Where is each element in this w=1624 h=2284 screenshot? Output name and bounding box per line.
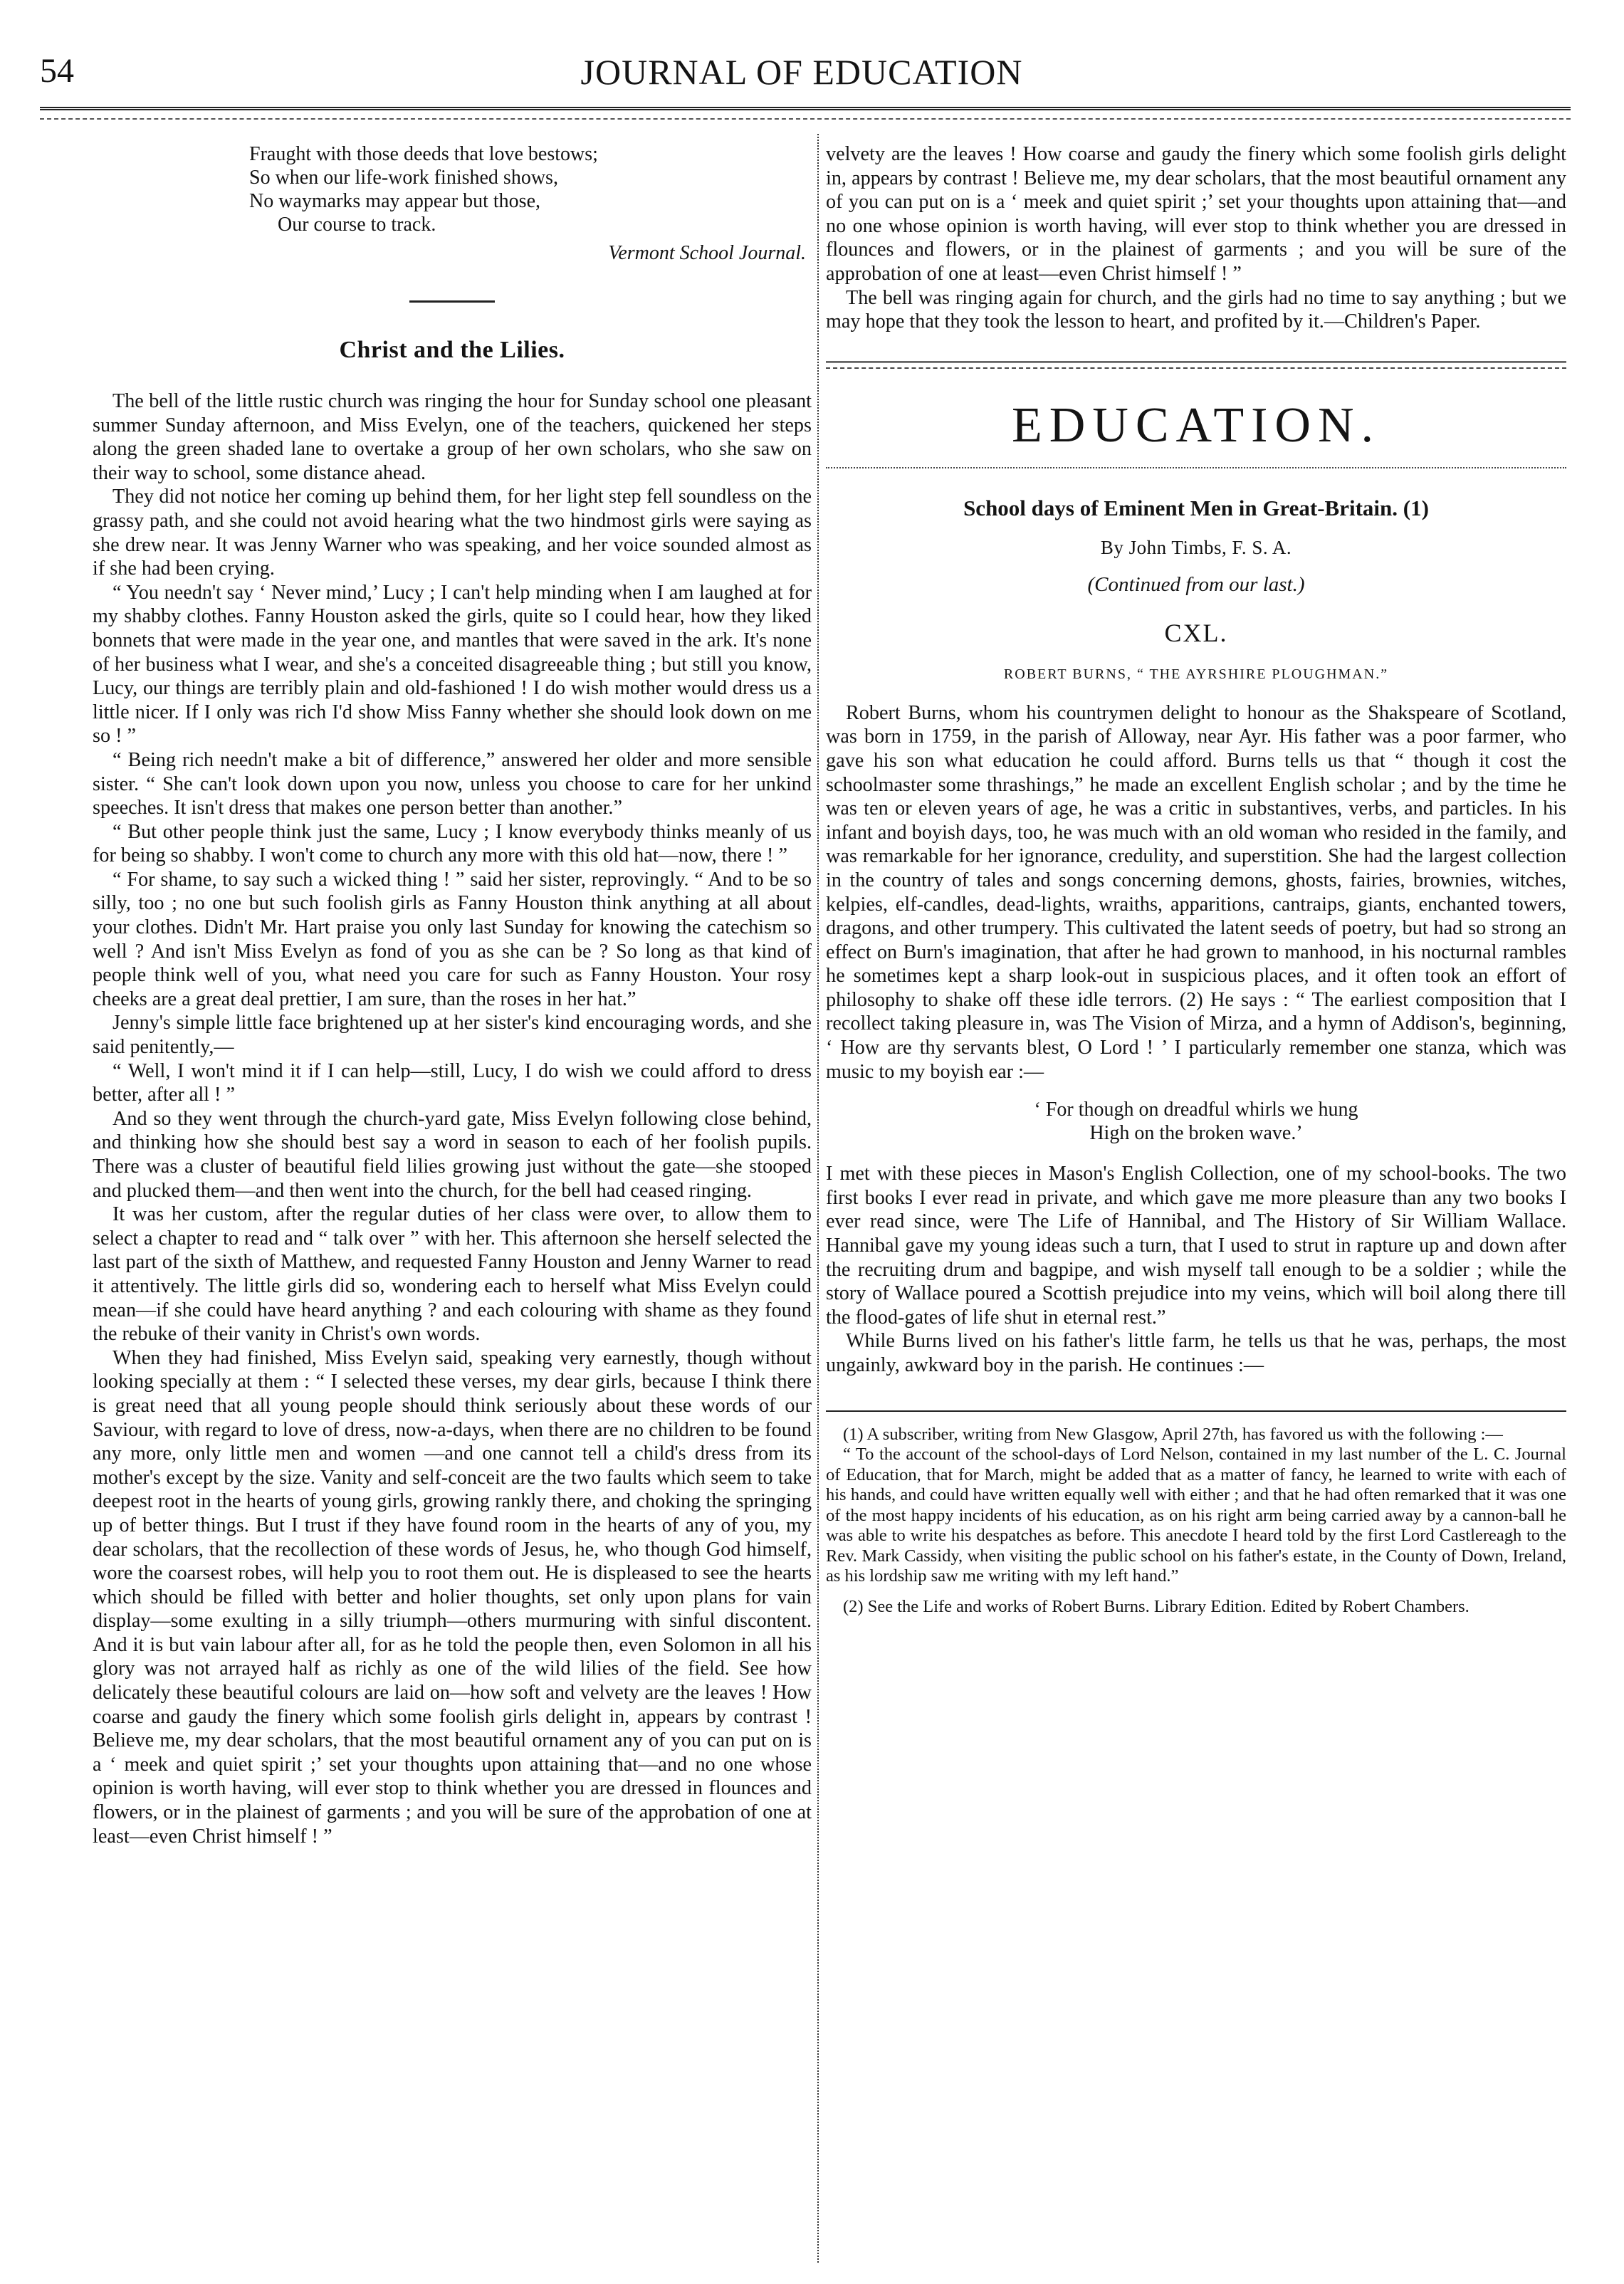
paragraph: When they had finished, Miss Evelyn said, speaking very earnestly, though without looking specially at them : “ I selected these verses, my dear girls, because I think there is great need that all young people should think seriously about these words of our Saviour, with regard to love of dress, now-a-days, when there are no children to be found any more, only little men and women —and one cannot tell a child's dress from its mother's except by the size. Vanity and self-conceit are the two faults which seem to take deepest root in the hearts of young girls, growing rankly there, and choking the springing up of better things. But I trust if they have found room in the hearts of any of you, my dear scholars, that the recollection of these words of Jesus, he, who though God himself, wore the coarsest robes, will help you to root them out. He is displeased to see the hearts which should be filled with better and holier thoughts, set only upon plans for vain display—some exulting in a silly triumph—others murmuring with sinful discontent. And it is but vain labour after all, for as he told the people then, even Solomon in all his glory was not arrayed half as richly as one of the wild lilies of the field. See how delicately these beautiful colours are laid on—how soft and velvety are the leaves ! How coarse and gaudy the finery which some foolish girls delight in, appears by contrast ! Believe me, my dear scholars, that the most beautiful ornament any of you can put on is a ‘ meek and quiet spirit ;’ set your thoughts upon attaining that—and no one whose opinion is worth having, will ever stop to think whether you are dressed in flounces and flowers, or in the plainest of garments ; and you will be sure of the approbation of one at least—even Christ himself ! ” <box>93 1346 812 1848</box>
page-header <box>40 51 1563 101</box>
poem-line: No waymarks may appear but those, <box>249 190 540 212</box>
paragraph: They did not notice her coming up behind them, for her light step fell soundless on the grassy path, and she could not avoid hearing what the two hindmost girls were saying as she drew near. It was Jenny Warner who was speaking, and her voice sounded almost as if she had been crying. <box>93 486 812 580</box>
left-column <box>93 142 812 2271</box>
byline: By John Timbs, F. S. A. <box>1100 536 1292 558</box>
short-rule <box>409 300 495 303</box>
paragraph: I met with these pieces in Mason's English Collection, one of my school-books. The two first books I ever read in private, and which gave me more pleasure than any two books I ever read since, were The Life of Hannibal, and The History of Sir William Wallace. Hannibal gave my young ideas such a turn, that I used to strut in rapture up and down after the recruiting drum and bagpipe, and wish myself tall enough to be a soldier ; while the story of Wallace poured a Scottish prejudice into my veins, which will boil along there till the flood-gates of life shut in eternal rest.” <box>826 1163 1566 1329</box>
section-title: EDUCATION. <box>1011 397 1381 453</box>
chapter-subhead: ROBERT BURNS, “ THE AYRSHIRE PLOUGHMAN.” <box>1003 666 1389 682</box>
poem-top <box>249 142 812 236</box>
footnote-rule <box>826 1410 1566 1412</box>
footnote: (1) A subscriber, writing from New Glasgow, April 27th, has favored us with the following :— <box>843 1424 1503 1444</box>
poem-line: Our course to track. <box>278 214 436 236</box>
paragraph: And so they went through the church-yard gate, Miss Evelyn following close behind, and thinking how she should best say a word in season to each of her foolish pupils. There was a cluster of beautiful field lilies growing just without the gate—she stooped and plucked them—and then went into the church, for the bell had ceased ringing. <box>93 1107 812 1202</box>
paragraph: It was her custom, after the regular duties of her class were over, to allow them to select a chapter to read and “ talk over ” with her. This afternoon she herself selected the last part of the sixth of Matthew, and requested Fanny Houston and Jenny Warner to read it attentively. The little girls did so, wondering each to herself what Miss Evelyn could mean—if she could have heard anything ? and each colouring with shame as they found the rebuke of their vanity in Christ's own words. <box>93 1203 812 1346</box>
paragraph-closing: The bell was ringing again for church, and the girls had no time to say anything ; but we may hope that they took the lesson to heart, and profited by it.—Children's Paper. <box>826 286 1566 333</box>
paragraph: “ But other people think just the same, Lucy ; I know everybody thinks meanly of us for being so shabby. I won't come to church any more with this old hat—now, there ! ” <box>93 820 812 867</box>
section-rule-dotted <box>826 467 1566 468</box>
poem-line: Fraught with those deeds that love bestows; <box>249 143 598 165</box>
paragraph: “ Well, I won't mind it if I can help—still, Lucy, I do wish we could afford to dress better, after all ! ” <box>93 1059 812 1106</box>
series-title: School days of Eminent Men in Great-Britain. (1) <box>963 495 1429 520</box>
section-rule <box>826 361 1566 363</box>
footnote: “ To the account of the school-days of Lord Nelson, contained in my last number of the L. C. Journal of Education, that for March, might be added that as a matter of fancy, he learned to write with each of his hands, and could have written equally well with either ; and that he had often remarked that it was one of the most happy incidents of his education, as on his right arm being carried away by a cannon-ball he was able to write his despatches as before. This anecdote I heard told by the first Lord Castlereagh to the Rev. Mark Cassidy, when visiting the public school on his father's estate, in the County of Down, Ireland, as his lordship saw me writing with my left hand.” <box>826 1445 1566 1586</box>
page-number: 54 <box>40 52 74 90</box>
poem-line: So when our life-work finished shows, <box>249 167 558 189</box>
journal-title: JOURNAL OF EDUCATION <box>580 52 1023 92</box>
paragraph: The bell of the little rustic church was ringing the hour for Sunday school one pleasant summer Sunday afternoon, and Miss Evelyn, one of the teachers, quickened her steps along the green shaded lane to overtake a group of her own scholars, who she saw on their way to school, some distance ahead. <box>93 390 812 484</box>
header-rule <box>40 107 1571 110</box>
chapter-number: CXL. <box>1164 618 1228 647</box>
column-divider <box>817 134 819 2263</box>
paragraph: Jenny's simple little face brightened up at her sister's kind encouraging words, and she said penitently,— <box>93 1012 812 1059</box>
right-column <box>826 142 1566 2271</box>
paragraph: “ You needn't say ‘ Never mind,’ Lucy ; I can't help minding when I am laughed at for my shabby clothes. Fanny Houston asked the girls, quite so I could hear, how they liked bonnets that were made in the year one, and mantles that were saved in the ark. It's none of her business what I wear, and she's a conceited disagreeable thing ; but still you know, Lucy, our things are terribly plain and old-fashioned ! I do wish mother would dress us a little nicer. If I only was rich I'd show Miss Fanny whether she should look down on me so ! ” <box>93 581 812 748</box>
verse-line: ‘ For though on dreadful whirls we hung <box>1034 1099 1358 1121</box>
paragraph: “ Being rich needn't make a bit of difference,” answered her older and more sensible sister. “ She can't look down upon you now, unless you choose to care for her unkind speeches. It isn't dress that makes one person better than another.” <box>93 748 812 819</box>
paragraph: While Burns lived on his father's little farm, he tells us that he was, perhaps, the most ungainly, awkward boy in the parish. He continues :— <box>826 1330 1566 1376</box>
section-rule-dashed <box>826 367 1566 369</box>
poem-credit: Vermont School Journal. <box>608 242 806 264</box>
footnote: (2) See the Life and works of Robert Burns. Library Edition. Edited by Robert Chambers. <box>843 1596 1470 1616</box>
continued-note: (Continued from our last.) <box>1087 572 1305 596</box>
verse-line: High on the broken wave.’ <box>1089 1122 1303 1145</box>
paragraph: Robert Burns, whom his countrymen delight to honour as the Shakspeare of Scotland, was born in 1759, in the parish of Alloway, near Ayr. His father was a poor farmer, who gave his son what education he could afford. Burns tells us that “ though it cost the schoolmaster some thrashings,” he made an excellent English scholar ; and by the time he was ten or eleven years of age, he was a critic in substantives, verbs, and particles. In his infant and boyish days, too, he was much with an old woman who resided in the family, and was remarkable for her ignorance, credulity, and superstition. She had the largest collection in the country of tales and songs concerning demons, ghosts, fairies, brownies, witches, kelpies, elf-candles, dead-lights, wraiths, apparitions, cantraips, giants, enchanted towers, dragons, and other trumpery. This cultivated the latent seeds of poetry, but had so strong an effect on Burn's imagination, that after he had grown to manhood, in his nocturnal rambles he sometimes kept a sharp look-out in suspicious places, and it often took an effort of philosophy to shake off these idle terrors. (2) He says : “ The earliest composition that I recollect taking pleasure in, was The Vision of Mirza, and a hymn of Addison's, beginning, ‘ How are thy servants blest, O Lord ! ’ I particularly remember one stanza, which was music to my boyish ear :— <box>826 701 1566 1083</box>
quoted-verse <box>826 1098 1566 1145</box>
paragraph: “ For shame, to say such a wicked thing ! ” said her sister, reprovingly. “ And to be so silly, too ; no one but such foolish girls as Fanny Houston think anything at all about your clothes. Didn't Mr. Hart praise you only last Sunday for knowing the catechism so well ? And isn't Miss Evelyn as fond of you as she can be ? So long as that kind of people think well of you, what need you care for such as Fanny Houston. Your rosy cheeks are a great deal prettier, I am sure, than the roses in her hat.” <box>93 868 812 1010</box>
paragraph-continued: velvety are the leaves ! How coarse and gaudy the finery which some foolish girls delight in, appears by contrast ! Believe me, my dear scholars, that the most beautiful ornament any of you can put on is a ‘ meek and quiet spirit ;’ set your thoughts upon attaining that—and no one whose opinion is worth having, will ever stop to think whether you are dressed in flounces and flowers, or in the plainest of garments ; and you will be sure of the approbation of one at least—even Christ himself ! ” <box>826 143 1566 285</box>
header-rule-dashed <box>40 118 1571 120</box>
article-title: Christ and the Lilies. <box>339 337 565 363</box>
